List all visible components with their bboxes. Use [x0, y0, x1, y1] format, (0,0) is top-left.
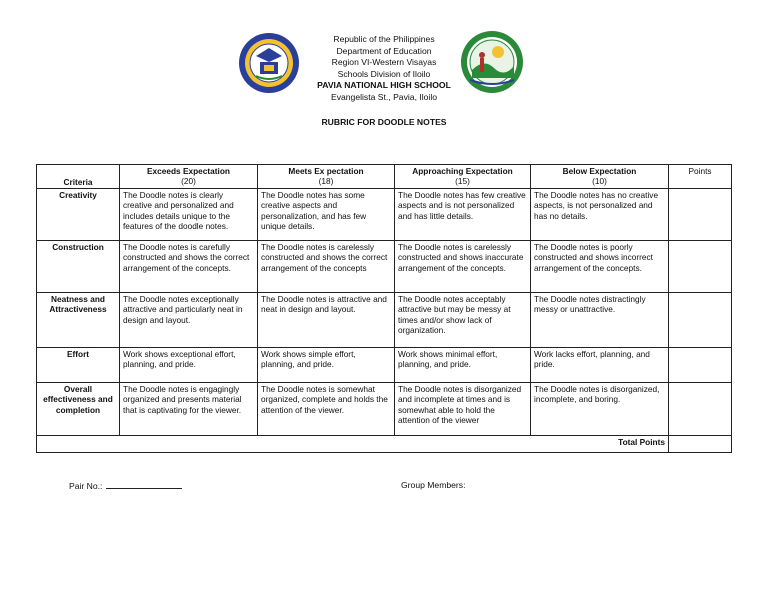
- letterhead-school: PAVIA NATIONAL HIGH SCHOOL: [317, 80, 451, 91]
- header-row: [37, 165, 732, 189]
- cell-overall-meets: The Doodle notes is somewhat organized, complete and holds the attention of the viewer.: [258, 383, 395, 436]
- points-cell-overall: [669, 383, 732, 436]
- cell-creativity-below: The Doodle notes has no creative aspects, is not personalized and has no details.: [531, 189, 669, 241]
- points-cell-creativity: [669, 189, 732, 241]
- points-cell-construction: [669, 241, 732, 293]
- group-members-field: [401, 480, 465, 490]
- letterhead-division: Schools Division of Iloilo: [337, 68, 431, 79]
- cell-overall-below: The Doodle notes is disorganized, incomplete, and boring.: [531, 383, 669, 436]
- header-exceeds-score: (20): [181, 176, 196, 187]
- group-members-label: Group Members:: [401, 480, 466, 490]
- header-below-label: Below Expectation: [562, 166, 637, 176]
- criterion-effort: Effort: [37, 348, 120, 383]
- cell-effort-below: Work lacks effort, planning, and pride.: [531, 348, 669, 383]
- total-points-cell: [669, 436, 732, 453]
- criterion-overall: Overall effectiveness and completion: [37, 383, 120, 436]
- header-below-score: (10): [592, 176, 607, 187]
- letterhead-region: Region VI-Western Visayas: [331, 57, 437, 68]
- header-meets: [258, 165, 395, 189]
- total-points-label: Total Points: [37, 436, 669, 453]
- cell-neatness-below: The Doodle notes distractingly messy or unattractive.: [531, 293, 669, 348]
- cell-effort-approaching: Work shows minimal effort, planning, and pride.: [395, 348, 531, 383]
- header-approaching: [395, 165, 531, 189]
- header-meets-label: Meets Ex pectation: [288, 166, 364, 176]
- letterhead-address: Evangelista St., Pavia, Iloilo: [330, 91, 438, 102]
- table-row: [37, 293, 732, 348]
- header-meets-score: (18): [318, 176, 334, 187]
- rubric-table: [36, 164, 732, 453]
- letterhead: [250, 34, 518, 104]
- header-below: [531, 165, 669, 189]
- cell-construction-exceeds: The Doodle notes is carefully constructed and shows the correct arrangement of the concepts.: [120, 241, 258, 293]
- header-points: Points: [669, 165, 732, 189]
- table-row: [37, 348, 732, 383]
- cell-effort-exceeds: Work shows exceptional effort, planning, and pride.: [120, 348, 258, 383]
- cell-construction-approaching: The Doodle notes is carelessly constructed and shows inaccurate arrangement of the concepts.: [395, 241, 531, 293]
- cell-creativity-exceeds: The Doodle notes is clearly creative and personalized and includes details unique to the features of the doodle notes.: [120, 189, 258, 241]
- criterion-neatness: Neatness and Attractiveness: [37, 293, 120, 348]
- cell-creativity-meets: The Doodle notes has some creative aspects and personalization, and has few unique details.: [258, 189, 395, 241]
- cell-overall-exceeds: The Doodle notes is engagingly organized and presents material that is captivating for the viewer.: [120, 383, 258, 436]
- pair-number-blank: [106, 480, 182, 489]
- total-row: [37, 436, 732, 453]
- table-row: [37, 383, 732, 436]
- criterion-construction: Construction: [37, 241, 120, 293]
- cell-neatness-meets: The Doodle notes is attractive and neat in design and layout.: [258, 293, 395, 348]
- cell-overall-approaching: The Doodle notes is disorganized and incomplete at times and is somewhat able to hold the attention of the viewer: [395, 383, 531, 436]
- pair-number-field: [69, 480, 182, 491]
- cell-construction-below: The Doodle notes is poorly constructed and shows incorrect arrangement of the concepts.: [531, 241, 669, 293]
- letterhead-department: Department of Education: [336, 45, 432, 56]
- points-cell-neatness: [669, 293, 732, 348]
- criterion-creativity: Creativity: [37, 189, 120, 241]
- cell-construction-meets: The Doodle notes is carelessly constructed and shows the correct arrangement of the concepts: [258, 241, 395, 293]
- header-criteria: Criteria: [37, 165, 120, 189]
- points-cell-effort: [669, 348, 732, 383]
- letterhead-republic: Republic of the Philippines: [333, 34, 435, 44]
- header-approaching-label: Approaching Expectation: [412, 166, 513, 176]
- table-row: [37, 241, 732, 293]
- cell-neatness-approaching: The Doodle notes acceptably attractive but may be messy at times and/or show lack of organization.: [395, 293, 531, 348]
- cell-neatness-exceeds: The Doodle notes exceptionally attractive and particularly neat in design and layout.: [120, 293, 258, 348]
- pair-number-label: Pair No.:: [69, 481, 103, 491]
- header-exceeds: [120, 165, 258, 189]
- header-exceeds-label: Exceeds Expectation: [146, 166, 230, 176]
- document-title: RUBRIC FOR DOODLE NOTES: [321, 117, 447, 127]
- table-row: [37, 189, 732, 241]
- cell-creativity-approaching: The Doodle notes has few creative aspects and is not personalized and has little details.: [395, 189, 531, 241]
- cell-effort-meets: Work shows simple effort, planning, and pride.: [258, 348, 395, 383]
- header-approaching-score: (15): [455, 176, 470, 187]
